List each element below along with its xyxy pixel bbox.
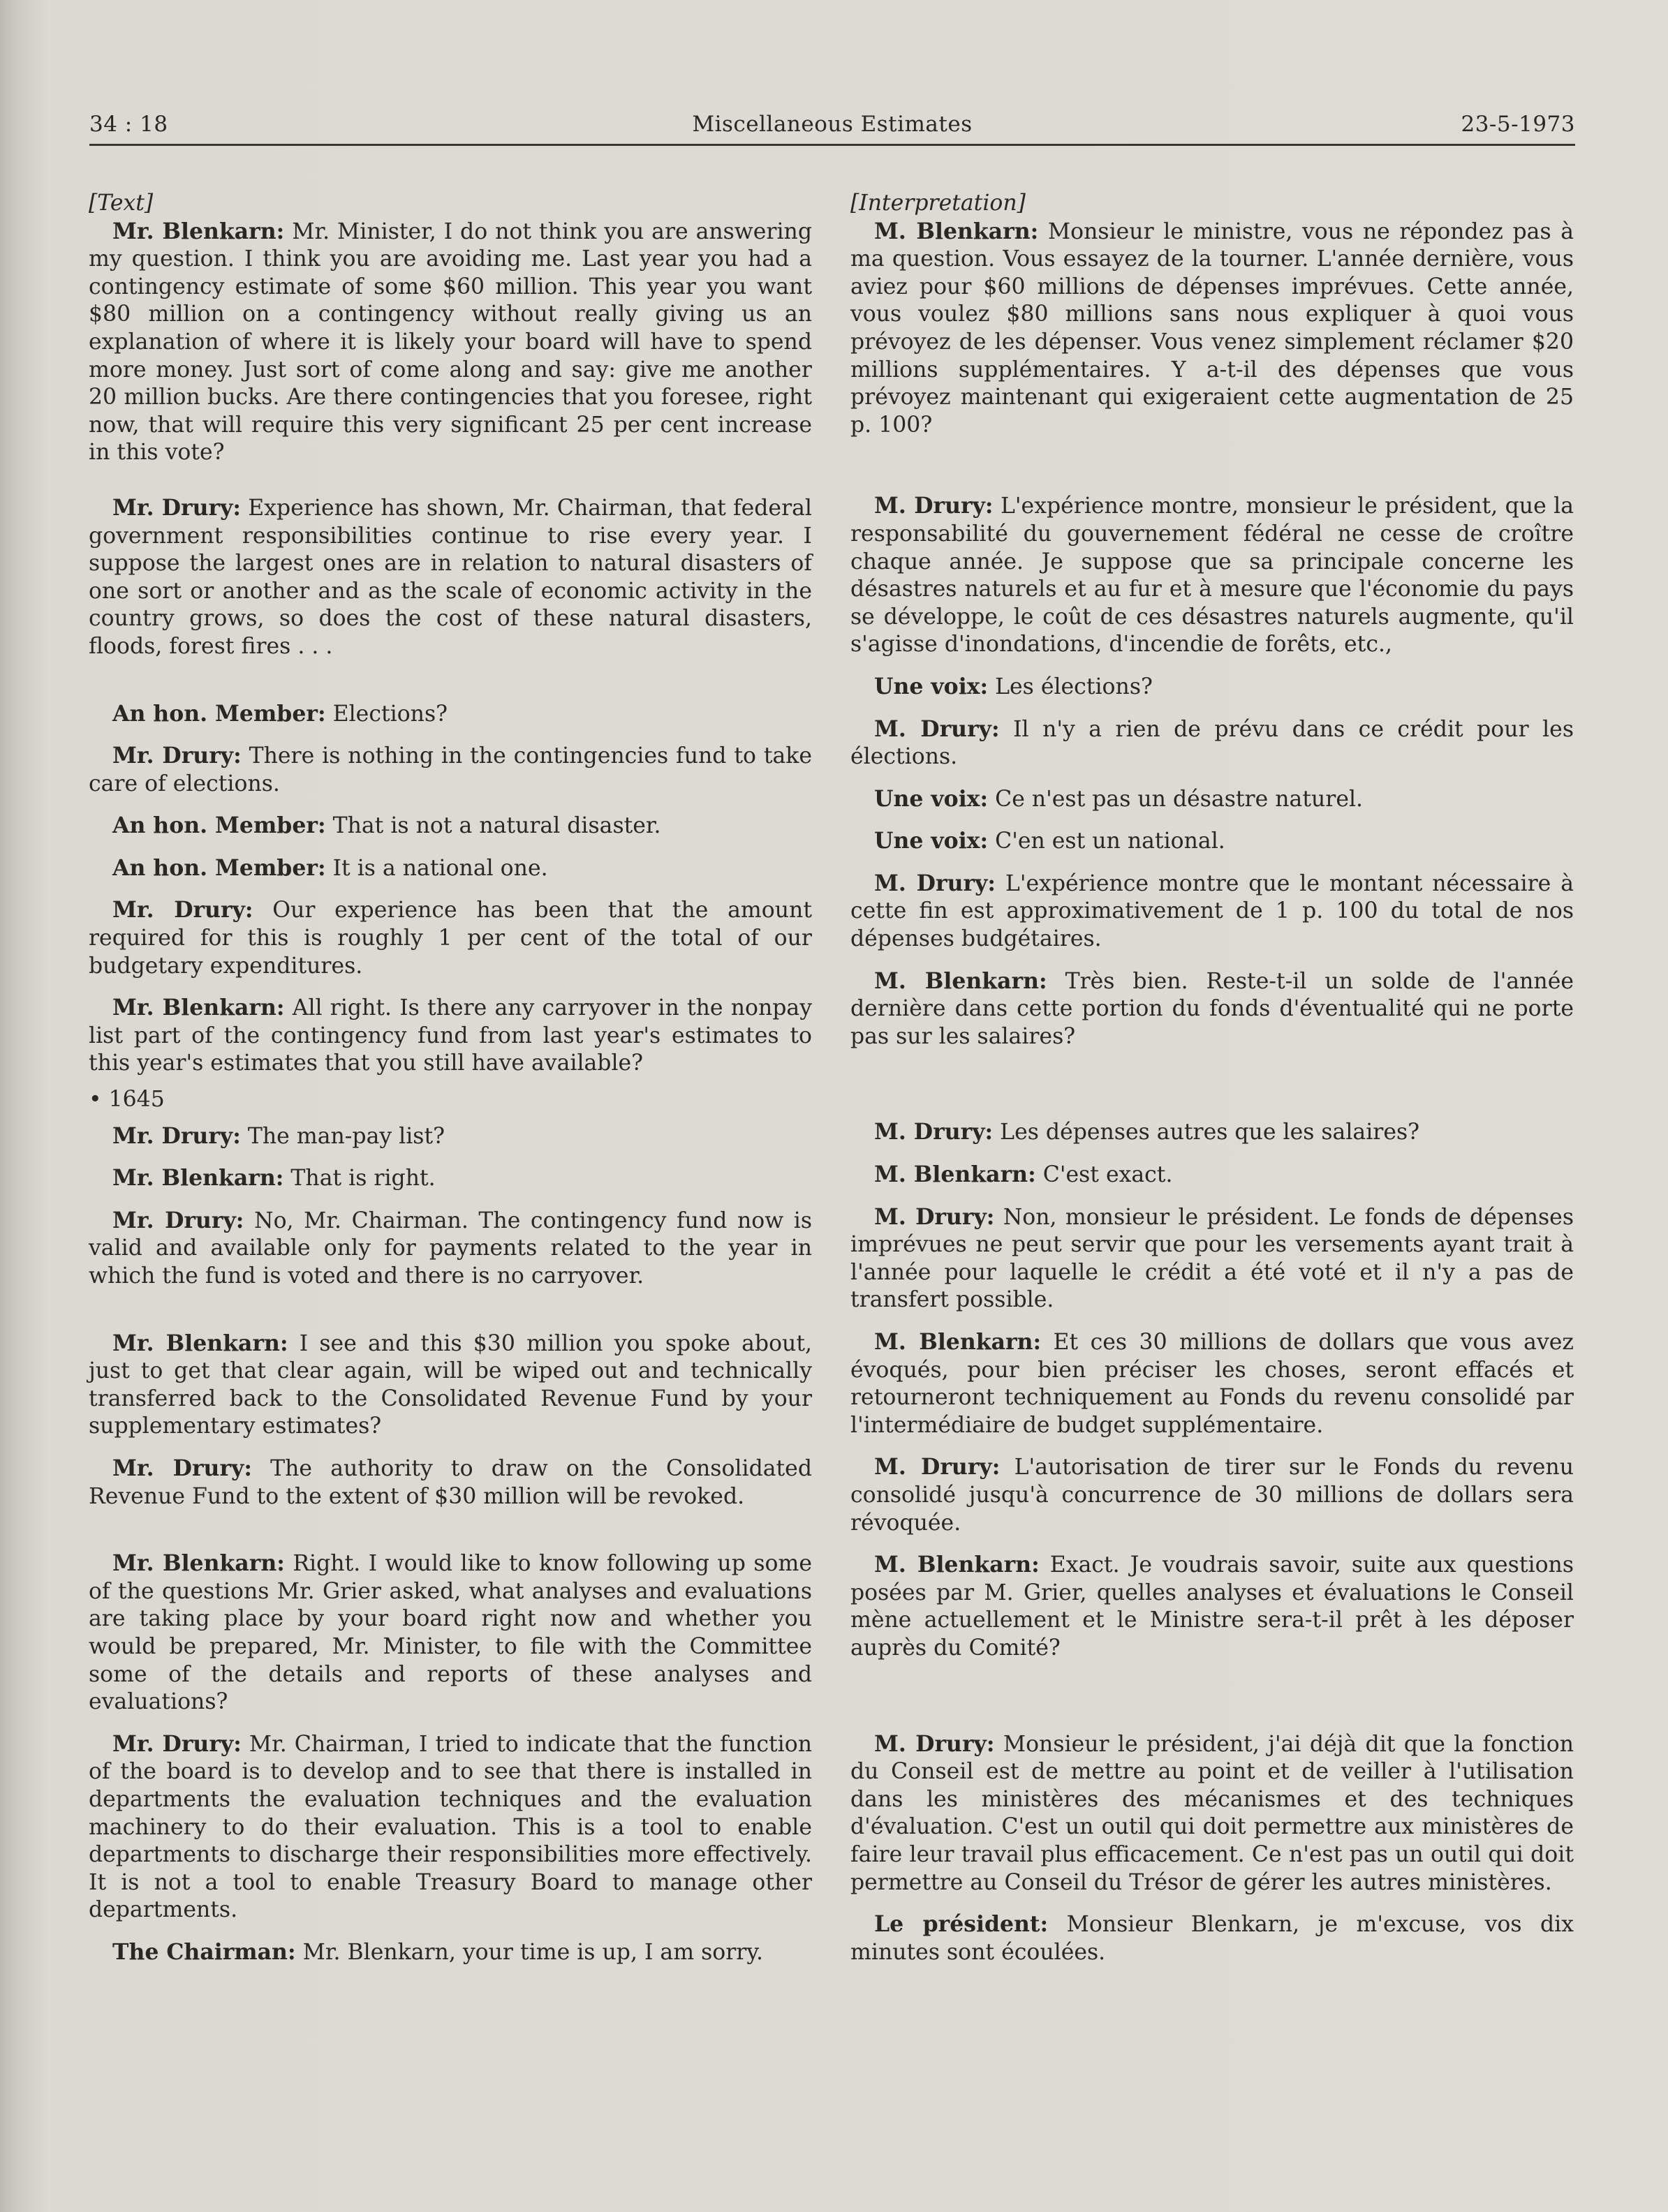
paragraph: [89, 700, 812, 729]
paragraph: [89, 1330, 812, 1441]
paragraph: [850, 1730, 1574, 1897]
speech: All right. Is there any carryover in the nonpay list part of the contingency fund from last year's estimates to this year's estimates that you still have available?: [89, 995, 812, 1076]
text-label-text: [Text]: [89, 191, 154, 216]
paragraph: [89, 1455, 812, 1510]
speech: Monsieur Blenkarn, je m'excuse, vos dix minutes sont écoulées.: [850, 1912, 1574, 1965]
speaker: Mr. Blenkarn:: [112, 1330, 288, 1356]
speaker: M. Blenkarn:: [874, 967, 1047, 994]
paragraph: [89, 1550, 812, 1716]
paragraph: [89, 994, 812, 1078]
speech: Experience has shown, Mr. Chairman, that federal government responsibilities continue to rise every year. I suppose the largest ones are in relation to natural disasters of one sort or another and as the scale of economic activity in the country grows, so does the cost of these natural disasters, floods, forest fires . . .: [89, 495, 812, 659]
paragraph: [89, 896, 812, 980]
speaker: An hon. Member:: [112, 700, 326, 727]
paragraph: [850, 967, 1574, 1051]
speaker: M. Drury:: [874, 1730, 995, 1757]
speaker: M. Drury:: [874, 715, 1000, 742]
speech: Ce n'est pas un désastre naturel.: [988, 786, 1364, 812]
speaker: Mr. Blenkarn:: [112, 995, 285, 1021]
paragraph: [850, 1328, 1574, 1439]
paragraph: [850, 827, 1574, 856]
page-title: Miscellaneous Estimates: [692, 112, 973, 137]
interpretation-label: [850, 190, 1574, 218]
speech: L'expérience montre, monsieur le président, que la responsabilité du gouvernement fédéral ne cesse de croître chaque année. Je suppose que sa principale concerne les désastres naturels et au fur et à mesure que l'économie du pays se développe, le coût de ces désastres naturels augmente, qu'il s'agisse d'inondations, d'incendie de forêts, etc.,: [850, 493, 1574, 658]
paragraph: [850, 870, 1574, 953]
header-rule: [89, 144, 1575, 146]
french-column: [850, 190, 1574, 1966]
page-header: [89, 112, 1575, 145]
speaker: Mr. Drury:: [112, 1207, 244, 1233]
speech: L'autorisation de tirer sur le Fonds du revenu consolidé jusqu'à concurrence de 30 millions de dollars sera révoquée.: [850, 1455, 1574, 1536]
speaker: M. Drury:: [874, 1203, 995, 1230]
speaker: M. Drury:: [874, 1119, 994, 1145]
paragraph: [89, 1164, 812, 1193]
speaker: M. Drury:: [874, 1454, 1001, 1480]
paragraph: [850, 1203, 1574, 1314]
speech: Mr. Chairman, I tried to indicate that the function of the board is to develop and to see that there is installed in departments the evaluation techniques and the evaluation machinery to do their evaluation. This is a tool to enable departments to discharge their responsibilities more effectively. It is not a tool to enable Treasury Board to manage other departments.: [89, 1731, 812, 1923]
speaker: Mr. Blenkarn:: [112, 1550, 285, 1577]
speaker: Mr. Drury:: [112, 494, 242, 521]
text-label: [89, 190, 812, 218]
paragraph: [89, 1938, 812, 1967]
speaker: M. Drury:: [874, 493, 994, 519]
page-number: 34 : 18: [89, 112, 168, 137]
speech: There is nothing in the contingencies fund to take care of elections.: [89, 743, 812, 796]
speech: That is not a natural disaster.: [325, 813, 661, 839]
paragraph: [89, 1207, 812, 1291]
paragraph: [850, 1118, 1574, 1147]
speaker: Mr. Drury:: [112, 743, 242, 769]
speaker: M. Blenkarn:: [874, 1552, 1040, 1578]
speech: Right. I would like to know following up some of the questions Mr. Grier asked, what analyses and evaluations are taking place by your board right now and whether you would be prepared, Mr. Minister, to file with the Committee some of the details and reports of these analyses and evaluations?: [89, 1551, 812, 1715]
speech: Et ces 30 millions de dollars que vous avez évoqués, pour bien préciser les choses, seront effacés et retourneront techniquement au Fonds du revenu consolidé par l'intermédiaire de budget supplémentaire.: [850, 1330, 1574, 1438]
speech: C'en est un national.: [988, 829, 1225, 854]
speaker: M. Blenkarn:: [874, 1329, 1042, 1355]
speech: The authority to draw on the Consolidated Revenue Fund to the extent of $30 million will be revoked.: [89, 1455, 812, 1509]
speaker: The Chairman:: [112, 1938, 296, 1965]
speech: I see and this $30 million you spoke about, just to get that clear again, will be wiped out and technically transferred back to the Consolidated Revenue Fund by your supplementary estimates?: [89, 1330, 812, 1439]
paragraph: [850, 785, 1574, 814]
speech: Les élections?: [988, 674, 1153, 699]
speaker: M. Drury:: [874, 870, 996, 896]
paragraph: [850, 218, 1574, 440]
paragraph: [850, 1910, 1574, 1966]
speaker: Mr. Blenkarn:: [112, 218, 285, 244]
paragraph: [89, 218, 812, 467]
interpretation-label-text: [Interpretation]: [850, 191, 1026, 216]
paragraph: [89, 1122, 812, 1151]
speech: Our experience has been that the amount required for this is roughly 1 per cent of the total of our budgetary expenditures.: [89, 898, 812, 979]
speaker: Mr. Drury:: [112, 1455, 252, 1481]
speech: Il n'y a rien de prévu dans ce crédit pour les élections.: [850, 716, 1574, 770]
paragraph: [850, 715, 1574, 771]
paragraph: [850, 492, 1574, 659]
paragraph: [850, 1551, 1574, 1662]
speech: Elections?: [325, 701, 448, 727]
speaker: An hon. Member:: [112, 812, 326, 839]
speech: No, Mr. Chairman. The contingency fund now is valid and available only for payments related to the year in which the fund is voted and there is no carryover.: [89, 1208, 812, 1289]
paragraph: [89, 812, 812, 840]
speech: Mr. Minister, I do not think you are answering my question. I think you are avoiding me. Last year you had a contingency estimate of some $60 million. This year you want $80 million on a contingency without really giving us an explanation of where it is likely your board will have to spend more money. Just sort of come along and say: give me another 20 million bucks. Are there contingencies that you foresee, right now, that will require this very significant 25 per cent increase in this vote?: [89, 218, 812, 466]
speaker: M. Blenkarn:: [874, 1161, 1036, 1188]
paragraph: [850, 1453, 1574, 1537]
speech: Exact. Je voudrais savoir, suite aux questions posées par M. Grier, quelles analyses et évaluations le Conseil mène actuellement et le Ministre sera-t-il prêt à les déposer auprès du Comité?: [850, 1552, 1574, 1661]
speech: Mr. Blenkarn, your time is up, I am sorry.: [295, 1939, 763, 1965]
speaker: Mr. Drury:: [112, 1122, 241, 1149]
speaker: M. Blenkarn:: [874, 218, 1039, 244]
speaker: Une voix:: [874, 673, 989, 699]
english-column: [89, 190, 812, 1966]
paragraph: [850, 673, 1574, 702]
speech: L'expérience montre que le montant nécessaire à cette fin est approximativement de 1 p. 100 du total de nos dépenses budgétaires.: [850, 870, 1574, 952]
speaker: Mr. Drury:: [112, 1730, 242, 1757]
speech: The man-pay list?: [240, 1123, 445, 1149]
speaker: An hon. Member:: [112, 854, 326, 881]
page-date: 23-5-1973: [1461, 112, 1575, 137]
speech: Monsieur le ministre, vous ne répondez pas à ma question. Vous essayez de la tourner. L'année dernière, vous aviez pour $60 millions de dépenses imprévues. Cette année, vous voulez $80 millions sans nous expliquer à quoi vous prévoyez de les dépenser. Vous venez simplement réclamer $20 millions supplémentaires. Y a-t-il des dépenses que vous prévoyez maintenant qui exigeraient cette augmentation de 25 p. 100?: [850, 218, 1574, 438]
speech: Les dépenses autres que les salaires?: [993, 1120, 1420, 1145]
time-marker: • 1645: [89, 1087, 165, 1113]
speech: C'est exact.: [1035, 1162, 1173, 1188]
speech: That is right.: [283, 1166, 436, 1192]
paragraph: [850, 1161, 1574, 1189]
speech: Monsieur le président, j'ai déjà dit que la fonction du Conseil est de mettre au point et de veiller à l'utilisation dans les ministères des mécanismes et des techniques d'évaluation. C'est un outil qui doit permettre aux ministères de faire leur travail plus efficacement. Ce n'est pas un outil qui doit permettre au Conseil du Trésor de gérer les autres ministères.: [850, 1731, 1574, 1895]
speaker: Mr. Drury:: [112, 897, 253, 923]
paragraph: [89, 742, 812, 798]
speaker: Le président:: [874, 1911, 1049, 1938]
speaker: Une voix:: [874, 785, 989, 812]
speech: Très bien. Reste-t-il un solde de l'année dernière dans cette portion du fonds d'éventualité qui ne porte pas sur les salaires?: [850, 968, 1574, 1049]
speaker: Mr. Blenkarn:: [112, 1165, 284, 1192]
paragraph: [89, 854, 812, 883]
paragraph: [89, 494, 812, 661]
speech: It is a national one.: [325, 855, 548, 881]
speech: Non, monsieur le président. Le fonds de dépenses imprévues ne peut servir que pour les versements ayant trait à l'année pour laquelle le crédit a été voté et il n'y a pas de transfert possible.: [850, 1204, 1574, 1313]
paragraph: [89, 1730, 812, 1924]
speaker: Une voix:: [874, 828, 989, 854]
